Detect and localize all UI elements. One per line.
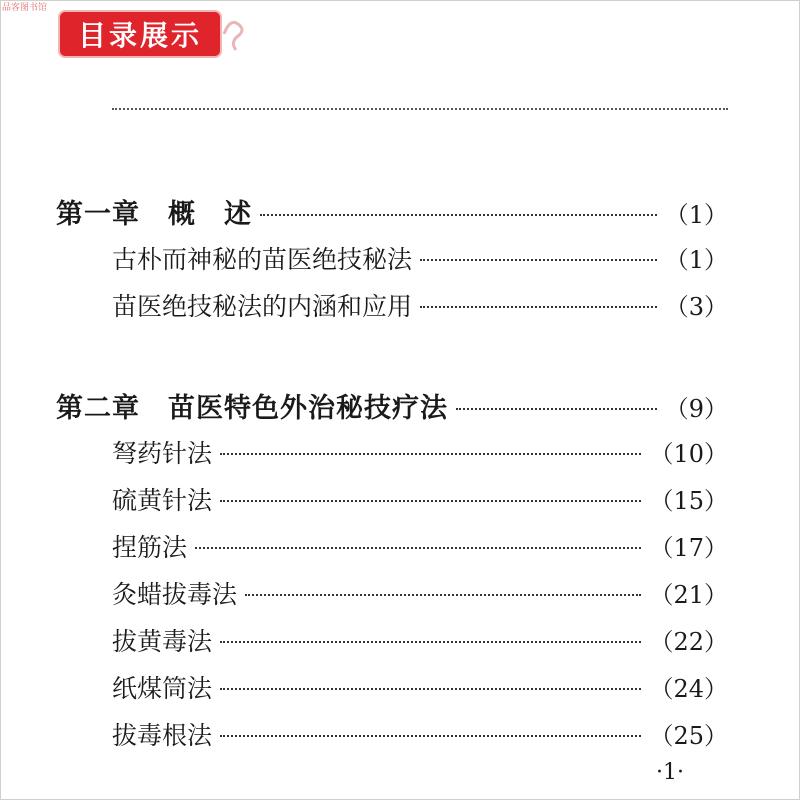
toc-entry-page: （25）	[649, 722, 728, 750]
leader-dots	[456, 408, 657, 410]
toc-entry-page: （22）	[649, 628, 728, 656]
toc-banner	[60, 12, 220, 56]
leader-dots	[220, 641, 641, 643]
leader-dots	[260, 214, 657, 216]
toc-entry-label: 弩药针法	[112, 439, 213, 468]
toc-entry-section[interactable]	[112, 287, 728, 323]
toc-entry-label: 古朴而神秘的苗医绝技秘法	[112, 245, 413, 274]
toc-entry-label: 纸煤筒法	[112, 674, 213, 703]
toc-entry-page: （21）	[649, 581, 728, 609]
toc-entry-label: 捏筋法	[112, 533, 188, 562]
toc-entry-page: （9）	[664, 395, 728, 423]
toc-entry-label: 苗医绝技秘法的内涵和应用	[112, 292, 413, 321]
cloud-ornament-icon	[222, 14, 246, 54]
toc-entry-label: 拔毒根法	[112, 721, 213, 750]
toc-entry-section[interactable]	[112, 434, 728, 470]
toc-entry-section[interactable]	[112, 528, 728, 564]
toc-entry-label: 硫黄针法	[112, 486, 213, 515]
toc-entry-page: （24）	[649, 675, 728, 703]
toc-entry-page: （17）	[649, 534, 728, 562]
watermark: 品客图书馆	[2, 3, 48, 13]
toc-entry-label: 第一章 概 述	[56, 199, 252, 230]
leader-dots	[220, 688, 641, 690]
toc-entry-page: （10）	[649, 440, 728, 468]
toc-entry-section[interactable]	[112, 481, 728, 517]
toc-entry-label: 第二章 苗医特色外治秘技疗法	[56, 393, 448, 424]
toc-entry-label: 拔黄毒法	[112, 627, 213, 656]
leader-dots	[420, 306, 657, 308]
banner-title: 目录展示	[77, 19, 202, 52]
toc-entry-page: （1）	[664, 246, 728, 274]
toc-entry-page: （15）	[649, 487, 728, 515]
toc-entry-section[interactable]	[112, 716, 728, 752]
toc-entry-chapter-1[interactable]	[56, 192, 728, 231]
toc-entry-label: 灸蜡拔毒法	[112, 580, 238, 609]
toc-entry-section[interactable]	[112, 575, 728, 611]
toc-entry-page: （1）	[664, 201, 728, 229]
leader-dots	[220, 735, 641, 737]
toc-entry-section[interactable]	[112, 669, 728, 705]
dotted-divider	[112, 108, 728, 110]
toc-entry-page: （3）	[664, 293, 728, 321]
leader-dots	[420, 259, 657, 261]
toc-entry-chapter-2[interactable]	[56, 386, 728, 425]
leader-dots	[195, 547, 641, 549]
leader-dots	[245, 594, 641, 596]
leader-dots	[220, 500, 641, 502]
toc-entry-section[interactable]	[112, 622, 728, 658]
page-number: ·1·	[656, 760, 684, 785]
leader-dots	[220, 453, 641, 455]
toc-entry-section[interactable]	[112, 240, 728, 276]
